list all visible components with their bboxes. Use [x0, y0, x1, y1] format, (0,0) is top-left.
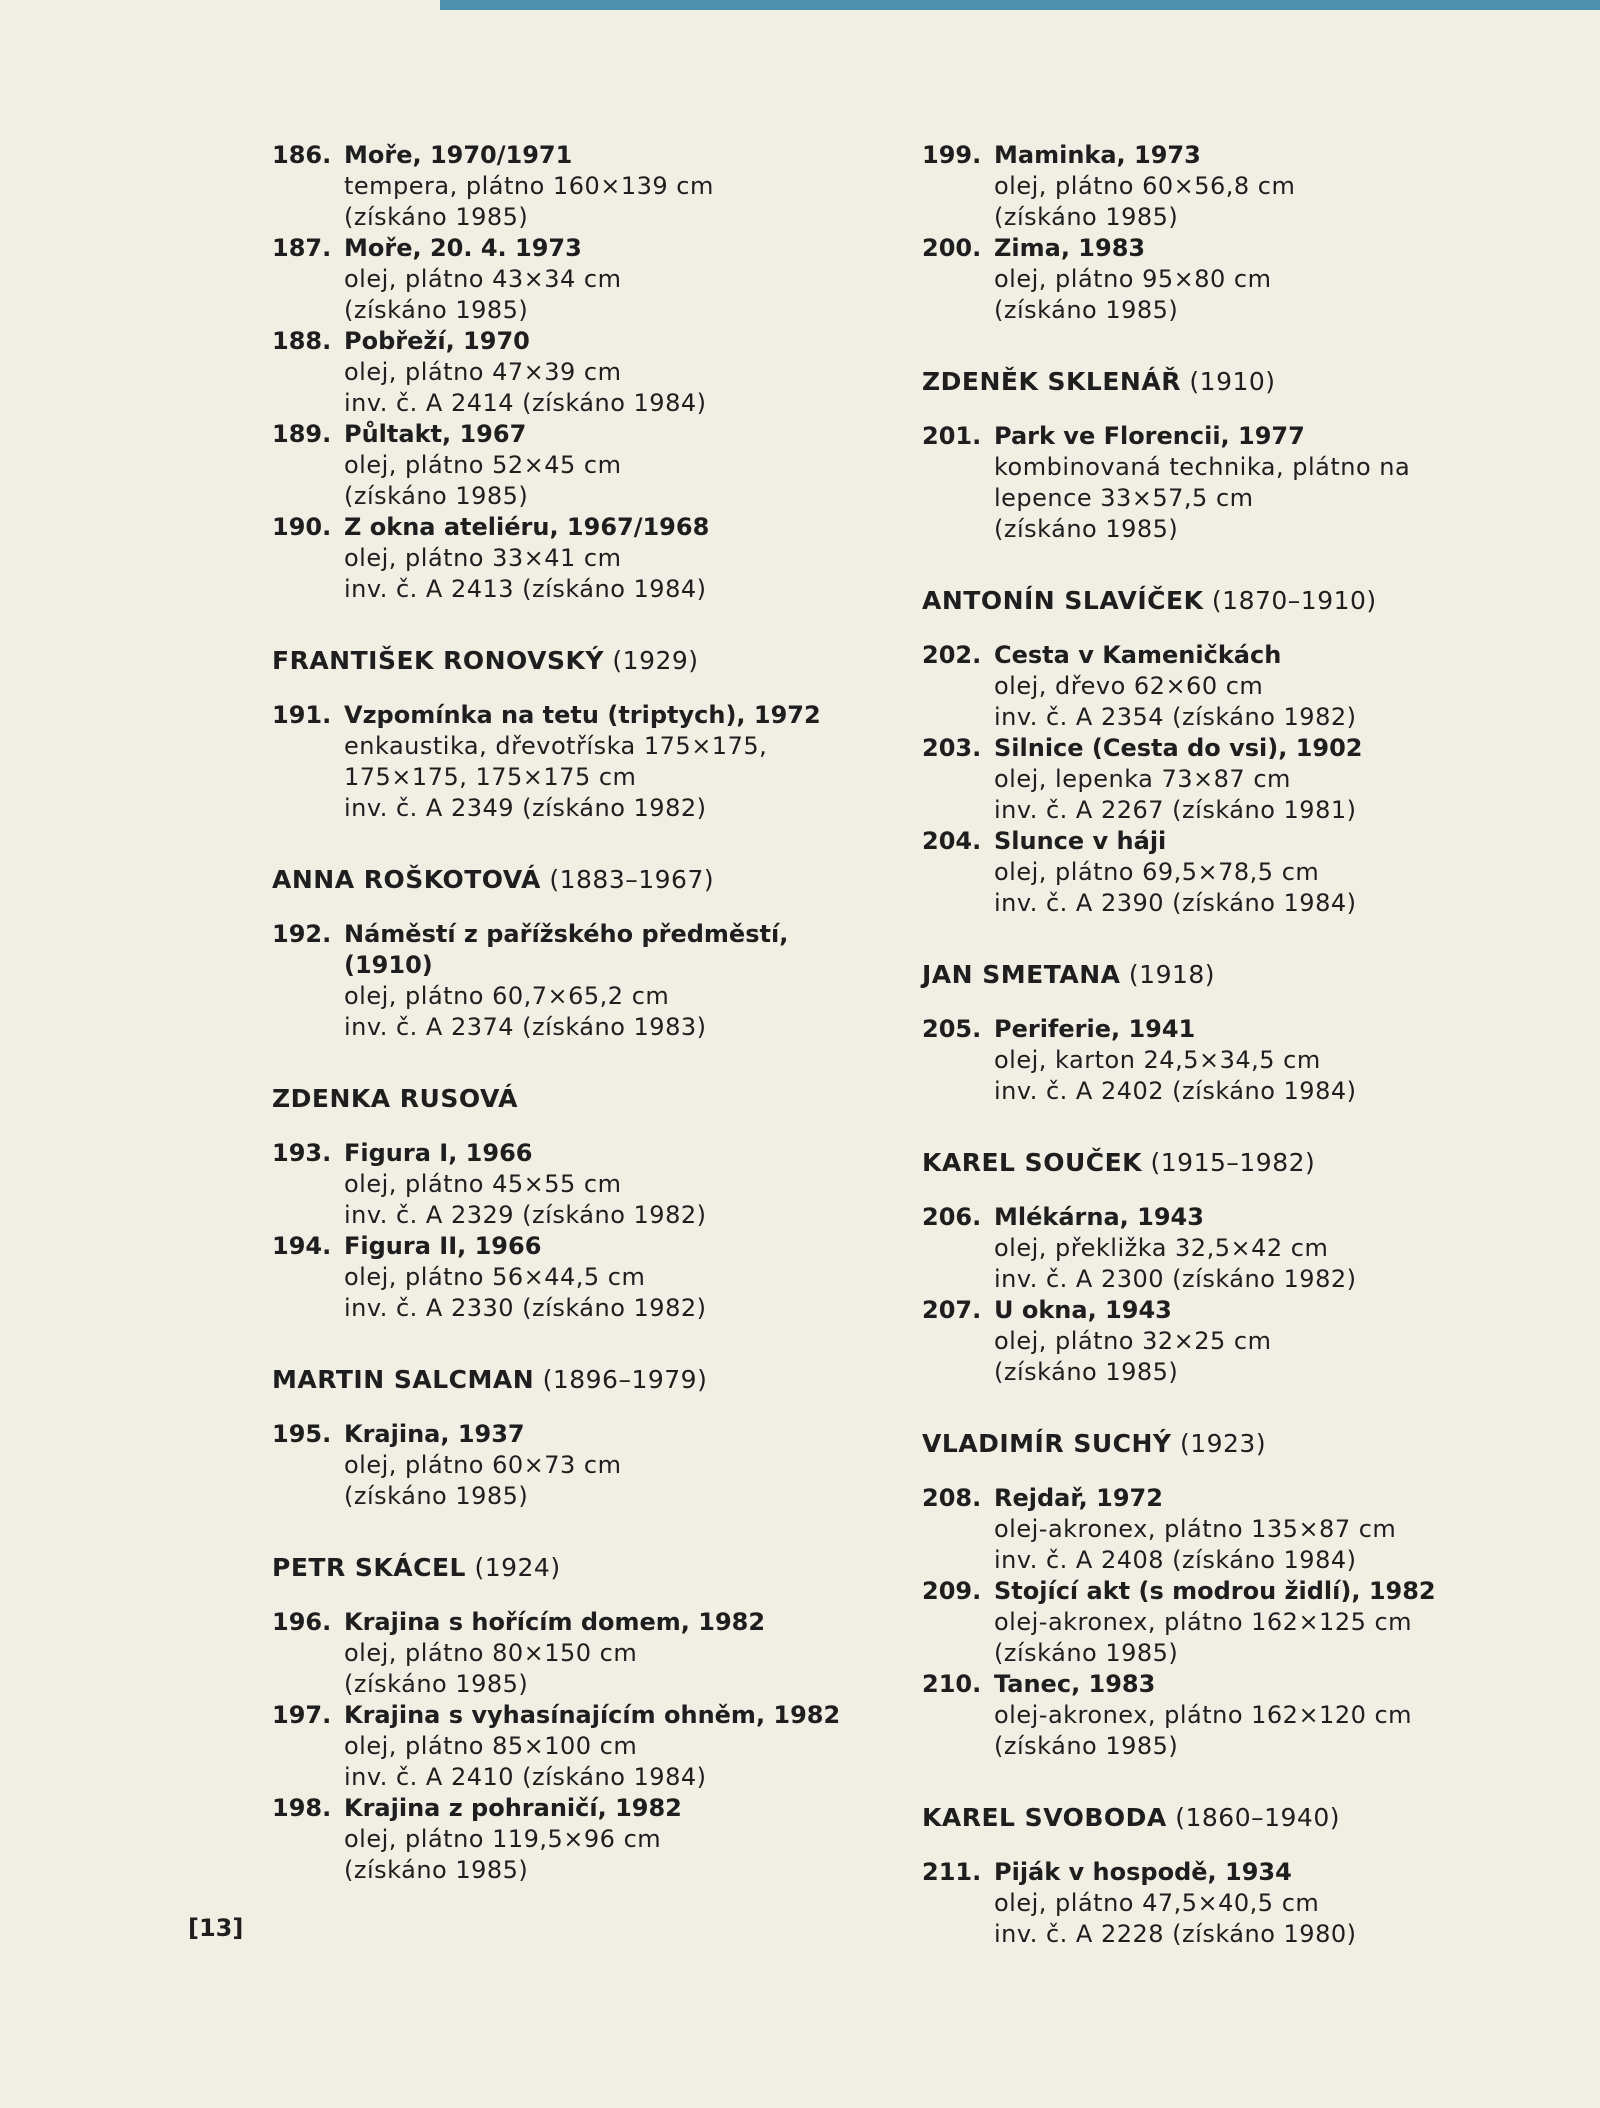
entry-number: 208.	[922, 1484, 982, 1512]
entry-title: Periferie, 1941	[994, 1015, 1196, 1043]
entry-title: Figura I, 1966	[344, 1139, 533, 1167]
artist-years: (1860–1940)	[1175, 1803, 1340, 1832]
entry-number: 189.	[272, 420, 332, 448]
entry-detail: inv. č. A 2354 (získáno 1982)	[994, 703, 1357, 731]
entry-number: 191.	[272, 701, 332, 729]
entry-detail: (získáno 1985)	[994, 1639, 1179, 1667]
catalog-entry	[922, 1295, 1522, 1388]
entry-detail: inv. č. A 2374 (získáno 1983)	[344, 1013, 707, 1041]
left-column	[272, 140, 882, 1886]
artist-heading	[272, 1364, 882, 1395]
entry-detail: 175×175, 175×175 cm	[344, 763, 637, 791]
entry-title: Silnice (Cesta do vsi), 1902	[994, 734, 1363, 762]
catalog-entry	[272, 512, 882, 605]
artist-name: MARTIN SALCMAN	[272, 1365, 535, 1394]
artist-years: (1918)	[1128, 960, 1216, 989]
entry-number: 207.	[922, 1296, 982, 1324]
entry-detail: tempera, plátno 160×139 cm	[344, 172, 714, 200]
entry-detail: olej-akronex, plátno 135×87 cm	[994, 1515, 1397, 1543]
artist-years: (1915–1982)	[1150, 1148, 1316, 1177]
catalog-entry	[272, 1138, 882, 1231]
catalog-entry	[922, 640, 1522, 733]
entry-title: Tanec, 1983	[994, 1670, 1156, 1698]
artist-heading	[922, 1147, 1522, 1178]
entry-detail: inv. č. A 2414 (získáno 1984)	[344, 389, 707, 417]
entry-title: Figura II, 1966	[344, 1232, 542, 1260]
entry-detail: olej, plátno 69,5×78,5 cm	[994, 858, 1320, 886]
entry-body	[344, 326, 882, 419]
entry-detail: inv. č. A 2349 (získáno 1982)	[344, 794, 707, 822]
artist-years: (1924)	[474, 1553, 561, 1582]
entry-detail: (získáno 1985)	[344, 1670, 529, 1698]
entry-detail: olej, plátno 45×55 cm	[344, 1170, 622, 1198]
entry-body	[994, 826, 1522, 919]
entry-body	[344, 1607, 882, 1700]
catalog-entry	[922, 1857, 1522, 1950]
entry-number: 203.	[922, 734, 982, 762]
artist-heading	[922, 585, 1522, 616]
entry-body	[994, 1576, 1522, 1669]
entry-number: 197.	[272, 1701, 332, 1729]
artist-name: KAREL SOUČEK	[922, 1148, 1143, 1177]
entry-detail: olej, plátno 80×150 cm	[344, 1639, 638, 1667]
entry-number: 187.	[272, 234, 332, 262]
artist-heading	[272, 1552, 882, 1583]
entry-body	[994, 140, 1522, 233]
entry-detail: olej, plátno 43×34 cm	[344, 265, 622, 293]
entry-detail: enkaustika, dřevotříska 175×175,	[344, 732, 768, 760]
entry-title: Krajina z pohraničí, 1982	[344, 1794, 682, 1822]
right-column	[922, 140, 1522, 1950]
entry-detail: olej, dřevo 62×60 cm	[994, 672, 1264, 700]
page-number: [13]	[188, 1914, 244, 1942]
entry-detail: olej, plátno 47,5×40,5 cm	[994, 1889, 1320, 1917]
entry-title: Pobřeží, 1970	[344, 327, 530, 355]
entry-title: Moře, 1970/1971	[344, 141, 573, 169]
artist-heading	[272, 864, 882, 895]
catalog-entry	[922, 140, 1522, 233]
entry-detail: (získáno 1985)	[344, 1482, 529, 1510]
entry-detail: (získáno 1985)	[344, 296, 529, 324]
artist-years: (1883–1967)	[549, 865, 715, 894]
entry-title: Krajina s hořícím domem, 1982	[344, 1608, 766, 1636]
entry-number: 186.	[272, 141, 332, 169]
entry-number: 193.	[272, 1139, 332, 1167]
catalog-entry	[922, 233, 1522, 326]
entry-detail: olej, plátno 60,7×65,2 cm	[344, 982, 670, 1010]
artist-name: ZDENKA RUSOVÁ	[272, 1084, 518, 1113]
artist-name: PETR SKÁCEL	[272, 1553, 466, 1582]
artist-heading	[922, 1802, 1522, 1833]
entry-detail: inv. č. A 2390 (získáno 1984)	[994, 889, 1357, 917]
entry-body	[994, 1014, 1522, 1107]
entry-detail: inv. č. A 2410 (získáno 1984)	[344, 1763, 707, 1791]
entry-title: Půltakt, 1967	[344, 420, 527, 448]
entry-body	[994, 1857, 1522, 1950]
entry-detail: inv. č. A 2329 (získáno 1982)	[344, 1201, 707, 1229]
entry-title: Maminka, 1973	[994, 141, 1201, 169]
catalog-entry	[922, 1202, 1522, 1295]
entry-number: 209.	[922, 1577, 982, 1605]
entry-detail: olej, plátno 47×39 cm	[344, 358, 622, 386]
entry-detail: olej, karton 24,5×34,5 cm	[994, 1046, 1321, 1074]
entry-detail: olej-akronex, plátno 162×125 cm	[994, 1608, 1413, 1636]
entry-detail: (získáno 1985)	[994, 1358, 1179, 1386]
entry-body	[994, 1483, 1522, 1576]
entry-body	[344, 140, 882, 233]
entry-title: Stojící akt (s modrou židlí), 1982	[994, 1577, 1436, 1605]
entry-detail: olej-akronex, plátno 162×120 cm	[994, 1701, 1413, 1729]
catalog-entry	[272, 419, 882, 512]
entry-number: 195.	[272, 1420, 332, 1448]
entry-detail: inv. č. A 2413 (získáno 1984)	[344, 575, 707, 603]
entry-title: Krajina s vyhasínajícím ohněm, 1982	[344, 1701, 841, 1729]
catalog-entry	[922, 1483, 1522, 1576]
catalog-entry	[272, 1793, 882, 1886]
entry-body	[994, 233, 1522, 326]
entry-detail: olej, plátno 56×44,5 cm	[344, 1263, 646, 1291]
entry-detail: inv. č. A 2402 (získáno 1984)	[994, 1077, 1357, 1105]
entry-title: Slunce v háji	[994, 827, 1167, 855]
entry-number: 211.	[922, 1858, 982, 1886]
entry-title: Náměstí z pařížského předměstí, (1910)	[344, 920, 789, 979]
entry-body	[994, 1295, 1522, 1388]
artist-years: (1929)	[612, 646, 699, 675]
catalog-entry	[272, 919, 882, 1043]
entry-number: 200.	[922, 234, 982, 262]
entry-number: 202.	[922, 641, 982, 669]
entry-number: 205.	[922, 1015, 982, 1043]
artist-years: (1923)	[1179, 1429, 1267, 1458]
entry-number: 190.	[272, 513, 332, 541]
entry-detail: inv. č. A 2267 (získáno 1981)	[994, 796, 1357, 824]
entry-detail: olej, plátno 52×45 cm	[344, 451, 622, 479]
artist-name: ANTONÍN SLAVÍČEK	[922, 586, 1204, 615]
entry-detail: lepence 33×57,5 cm	[994, 484, 1254, 512]
entry-number: 194.	[272, 1232, 332, 1260]
entry-body	[344, 512, 882, 605]
entry-number: 192.	[272, 920, 332, 948]
entry-detail: olej, lepenka 73×87 cm	[994, 765, 1291, 793]
entry-number: 196.	[272, 1608, 332, 1636]
entry-detail: inv. č. A 2300 (získáno 1982)	[994, 1265, 1357, 1293]
entry-detail: inv. č. A 2228 (získáno 1980)	[994, 1920, 1357, 1948]
entry-number: 188.	[272, 327, 332, 355]
catalog-entry	[922, 1576, 1522, 1669]
artist-heading	[922, 1428, 1522, 1459]
catalog-entry	[922, 1669, 1522, 1762]
entry-detail: (získáno 1985)	[344, 482, 529, 510]
entry-detail: inv. č. A 2330 (získáno 1982)	[344, 1294, 707, 1322]
artist-name: VLADIMÍR SUCHÝ	[922, 1429, 1172, 1458]
entry-title: Cesta v Kameničkách	[994, 641, 1282, 669]
entry-detail: inv. č. A 2408 (získáno 1984)	[994, 1546, 1357, 1574]
catalog-entry	[922, 733, 1522, 826]
entry-body	[344, 919, 882, 1043]
catalog-entry	[272, 326, 882, 419]
entry-detail: olej, plátno 119,5×96 cm	[344, 1825, 662, 1853]
entry-body	[994, 421, 1522, 545]
entry-body	[344, 1138, 882, 1231]
entry-detail: (získáno 1985)	[344, 203, 529, 231]
artist-heading	[272, 645, 882, 676]
catalog-entry	[922, 826, 1522, 919]
entry-number: 198.	[272, 1794, 332, 1822]
entry-body	[994, 1202, 1522, 1295]
catalog-entry	[272, 233, 882, 326]
entry-number: 204.	[922, 827, 982, 855]
entry-title: Rejdař, 1972	[994, 1484, 1163, 1512]
catalog-entry	[922, 1014, 1522, 1107]
entry-number: 199.	[922, 141, 982, 169]
entry-detail: (získáno 1985)	[994, 1732, 1179, 1760]
catalog-entry	[272, 140, 882, 233]
artist-years: (1896–1979)	[542, 1365, 708, 1394]
catalog-entry	[272, 1700, 882, 1793]
entry-title: U okna, 1943	[994, 1296, 1172, 1324]
entry-title: Piják v hospodě, 1934	[994, 1858, 1292, 1886]
entry-title: Moře, 20. 4. 1973	[344, 234, 582, 262]
entry-detail: olej, překližka 32,5×42 cm	[994, 1234, 1329, 1262]
entry-title: Krajina, 1937	[344, 1420, 525, 1448]
entry-detail: (získáno 1985)	[994, 203, 1179, 231]
entry-detail: olej, plátno 85×100 cm	[344, 1732, 638, 1760]
entry-body	[344, 1419, 882, 1512]
entry-title: Vzpomínka na tetu (triptych), 1972	[344, 701, 821, 729]
artist-name: ANNA ROŠKOTOVÁ	[272, 865, 541, 894]
entry-body	[994, 733, 1522, 826]
entry-body	[344, 700, 882, 824]
artist-name: FRANTIŠEK RONOVSKÝ	[272, 646, 604, 675]
artist-name: KAREL SVOBODA	[922, 1803, 1167, 1832]
entry-detail: (získáno 1985)	[994, 515, 1179, 543]
artist-name: ZDENĚK SKLENÁŘ	[922, 367, 1181, 396]
top-color-bar	[440, 0, 1600, 10]
entry-body	[994, 1669, 1522, 1762]
artist-heading	[922, 366, 1522, 397]
artist-years: (1910)	[1189, 367, 1276, 396]
entry-number: 210.	[922, 1670, 982, 1698]
catalog-entry	[272, 1419, 882, 1512]
catalog-entry	[272, 1231, 882, 1324]
entry-body	[344, 1700, 882, 1793]
artist-name: JAN SMETANA	[922, 960, 1121, 989]
entry-body	[344, 419, 882, 512]
entry-title: Zima, 1983	[994, 234, 1146, 262]
entry-body	[344, 1231, 882, 1324]
entry-detail: olej, plátno 60×56,8 cm	[994, 172, 1296, 200]
artist-heading	[922, 959, 1522, 990]
entry-detail: (získáno 1985)	[994, 296, 1179, 324]
catalog-entry	[272, 1607, 882, 1700]
entry-number: 206.	[922, 1203, 982, 1231]
entry-number: 201.	[922, 422, 982, 450]
entry-detail: olej, plátno 95×80 cm	[994, 265, 1272, 293]
catalog-entry	[272, 700, 882, 824]
artist-years: (1870–1910)	[1211, 586, 1377, 615]
entry-detail: kombinovaná technika, plátno na	[994, 453, 1411, 481]
entry-detail: olej, plátno 33×41 cm	[344, 544, 622, 572]
artist-heading	[272, 1083, 882, 1114]
entry-body	[344, 233, 882, 326]
entry-body	[344, 1793, 882, 1886]
entry-detail: olej, plátno 32×25 cm	[994, 1327, 1272, 1355]
entry-title: Park ve Florencii, 1977	[994, 422, 1305, 450]
entry-title: Mlékárna, 1943	[994, 1203, 1204, 1231]
entry-detail: (získáno 1985)	[344, 1856, 529, 1884]
entry-title: Z okna ateliéru, 1967/1968	[344, 513, 710, 541]
catalog-entry	[922, 421, 1522, 545]
entry-body	[994, 640, 1522, 733]
entry-detail: olej, plátno 60×73 cm	[344, 1451, 622, 1479]
